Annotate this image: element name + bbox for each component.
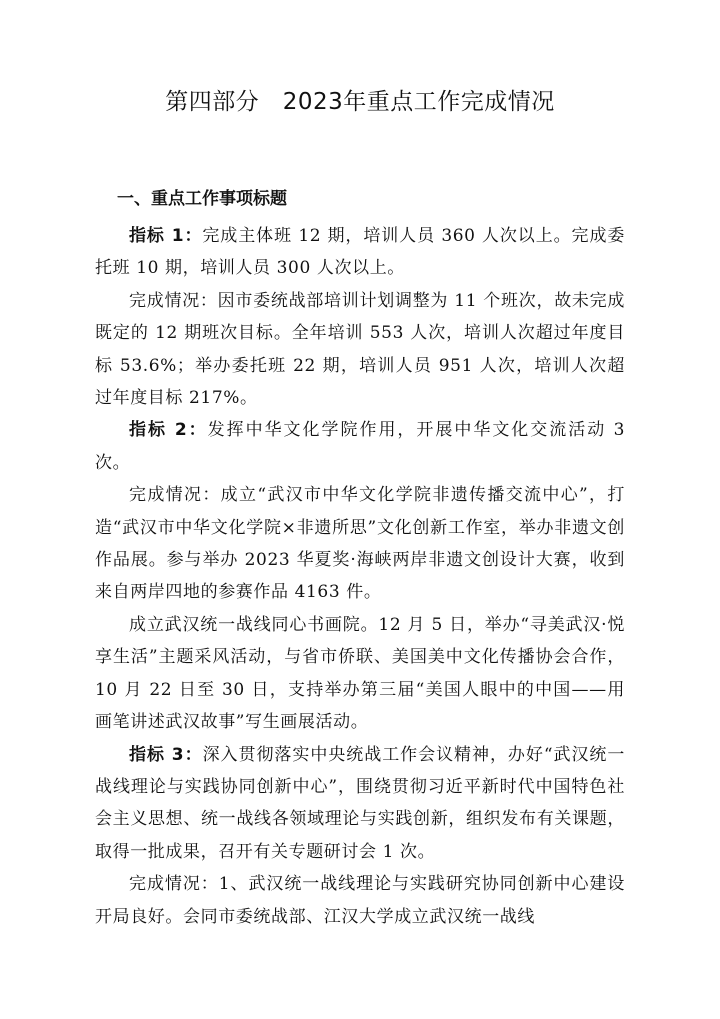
indicator-label: 指标 3： <box>129 744 203 765</box>
indicator-label: 指标 1： <box>129 226 203 246</box>
paragraph-text: 成立武汉统一战线同心书画院。12 月 5 日，举办“寻美武汉·悦享生活”主题采风活动，与省市侨联、美国美中文化传播协会合作，10 月 22 日至 30 日，支持举办第三届“美国人眼中的中国——用画笔讲述武汉故事”写生画展活动。 <box>95 614 625 733</box>
section-heading: 一、重点工作事项标题 <box>117 189 287 209</box>
paragraph-indicator-1 <box>95 220 625 285</box>
paragraph-completion-2b <box>95 609 625 739</box>
indicator-label: 指标 2： <box>129 420 208 441</box>
paragraph-completion-1 <box>95 285 625 415</box>
paragraph-text: 完成情况：因市委统战部培训计划调整为 11 个班次，故未完成既定的 12 期班次目标。全年培训 553 人次，培训人次超过年度目标 53.6%；举办委托班 22 期，培训人员 951 人次，培训人次超过年度目标 217%。 <box>95 290 625 409</box>
paragraph-text: 发挥中华文化学院作用，开展中华文化交流活动 3 次。 <box>95 420 625 473</box>
paragraph-text: 完成情况：成立“武汉市中华文化学院非遗传播交流中心”，打造“武汉市中华文化学院×非遗所思”文化创新工作室，举办非遗文创作品展。参与举办 2023 华夏奖·海峡两岸非遗文创设计大赛，收到来自两岸四地的参赛作品 4163 件。 <box>95 485 625 603</box>
paragraph-completion-3 <box>95 868 625 933</box>
page-title: 第四部分 2023年重点工作完成情况 <box>165 89 555 115</box>
paragraph-indicator-3 <box>95 739 625 869</box>
paragraph-text: 深入贯彻落实中央统战工作会议精神，办好“武汉统一战线理论与实践协同创新中心”，围绕贯彻习近平新时代中国特色社会主义思想、统一战线各领域理论与实践创新，组织发布有关课题，取得一批成果，召开有关专题研讨会 1 次。 <box>95 744 625 862</box>
paragraph-text: 完成情况：1、武汉统一战线理论与实践研究协同创新中心建设开局良好。会同市委统战部、江汉大学成立武汉统一战线 <box>95 874 625 927</box>
document-body <box>95 220 625 933</box>
paragraph-text: 完成主体班 12 期，培训人员 360 人次以上。完成委托班 10 期，培训人员 300 人次以上。 <box>95 226 625 279</box>
paragraph-completion-2 <box>95 479 625 609</box>
paragraph-indicator-2 <box>95 414 625 479</box>
